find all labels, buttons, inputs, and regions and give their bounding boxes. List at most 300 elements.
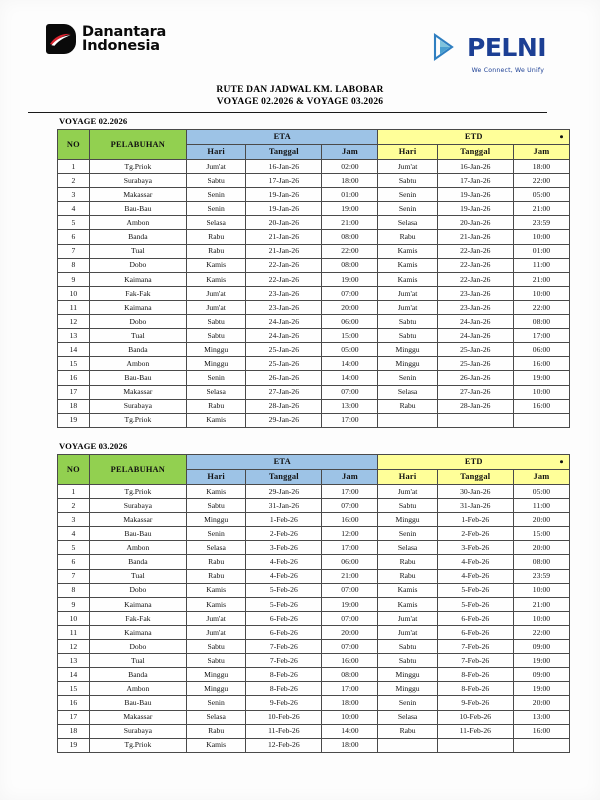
table-row (58, 696, 570, 710)
cell-no: 6 (58, 555, 90, 569)
cell-etd-tanggal (437, 413, 513, 427)
cell-etd-jam: 05:00 (513, 485, 569, 499)
cell-eta-tanggal: 22-Jan-26 (246, 258, 322, 272)
table-row (58, 160, 570, 174)
cell-no: 15 (58, 682, 90, 696)
cell-eta-tanggal: 7-Feb-26 (246, 640, 322, 654)
cell-etd-tanggal: 25-Jan-26 (437, 357, 513, 371)
cell-eta-tanggal: 24-Jan-26 (246, 315, 322, 329)
cell-etd-hari: Selasa (378, 710, 437, 724)
cell-pelabuhan: Dobo (89, 640, 186, 654)
column-header-no: NO (58, 455, 90, 485)
cell-etd-hari: Minggu (378, 357, 437, 371)
cell-pelabuhan: Ambon (89, 682, 186, 696)
cell-eta-hari: Rabu (187, 569, 246, 583)
cell-etd-jam: 22:00 (513, 174, 569, 188)
cell-etd-tanggal: 8-Feb-26 (437, 682, 513, 696)
cell-eta-jam: 17:00 (322, 485, 378, 499)
cell-etd-jam: 13:00 (513, 710, 569, 724)
cell-eta-hari: Senin (187, 202, 246, 216)
cell-etd-jam: 05:00 (513, 188, 569, 202)
column-header-etd (378, 130, 570, 145)
cell-eta-jam: 05:00 (322, 343, 378, 357)
cell-eta-tanggal: 6-Feb-26 (246, 625, 322, 639)
cell-no: 13 (58, 654, 90, 668)
table-row (58, 654, 570, 668)
cell-eta-jam: 13:00 (322, 399, 378, 413)
column-header-etd-hari: Hari (378, 470, 437, 485)
cell-etd-tanggal: 6-Feb-26 (437, 625, 513, 639)
cell-eta-jam: 07:00 (322, 583, 378, 597)
cell-no: 12 (58, 640, 90, 654)
cell-pelabuhan: Fak-Fak (89, 286, 186, 300)
cell-etd-jam: 21:00 (513, 202, 569, 216)
cell-no: 5 (58, 541, 90, 555)
column-header-eta-label: ETA (273, 132, 291, 142)
cell-no: 9 (58, 597, 90, 611)
cell-etd-jam: 11:00 (513, 258, 569, 272)
cell-eta-jam: 14:00 (322, 371, 378, 385)
cell-pelabuhan: Tg.Priok (89, 738, 186, 752)
cell-etd-hari: Sabtu (378, 315, 437, 329)
cell-etd-jam: 19:00 (513, 371, 569, 385)
cell-etd-jam: 20:00 (513, 696, 569, 710)
cell-etd-tanggal: 3-Feb-26 (437, 541, 513, 555)
cell-eta-tanggal: 9-Feb-26 (246, 696, 322, 710)
cell-eta-tanggal: 25-Jan-26 (246, 357, 322, 371)
column-header-pelabuhan: PELABUHAN (89, 130, 186, 160)
page-title-line-2: VOYAGE 02.2026 & VOYAGE 03.2026 (216, 97, 384, 107)
cell-etd-hari: Senin (378, 188, 437, 202)
table-row (58, 738, 570, 752)
cell-etd-jam: 01:00 (513, 244, 569, 258)
cell-etd-tanggal: 19-Jan-26 (437, 188, 513, 202)
table-row (58, 597, 570, 611)
cell-no: 14 (58, 668, 90, 682)
cell-no: 10 (58, 611, 90, 625)
table-header-row-top (58, 455, 570, 470)
column-header-etd-jam: Jam (513, 145, 569, 160)
cell-pelabuhan: Bau-Bau (89, 202, 186, 216)
cell-eta-hari: Sabtu (187, 174, 246, 188)
cell-etd-hari: Selasa (378, 541, 437, 555)
cell-pelabuhan: Surabaya (89, 174, 186, 188)
cell-eta-hari: Selasa (187, 385, 246, 399)
cell-etd-tanggal: 2-Feb-26 (437, 527, 513, 541)
danantara-swoosh-icon (50, 33, 72, 46)
cell-etd-jam: 21:00 (513, 272, 569, 286)
cell-no: 3 (58, 188, 90, 202)
cell-eta-hari: Sabtu (187, 329, 246, 343)
cell-etd-hari: Minggu (378, 682, 437, 696)
cell-no: 7 (58, 569, 90, 583)
table-row (58, 286, 570, 300)
cell-eta-jam: 10:00 (322, 710, 378, 724)
cell-no: 15 (58, 357, 90, 371)
cell-etd-jam: 10:00 (513, 611, 569, 625)
table-row (58, 555, 570, 569)
column-header-no: NO (58, 130, 90, 160)
cell-etd-tanggal: 5-Feb-26 (437, 583, 513, 597)
danantara-line-1: Danantara (82, 23, 167, 40)
column-header-etd (378, 455, 570, 470)
cell-etd-jam: 08:00 (513, 555, 569, 569)
cell-etd-jam: 22:00 (513, 625, 569, 639)
cell-etd-hari: Senin (378, 696, 437, 710)
cell-no: 10 (58, 286, 90, 300)
cell-eta-hari: Kamis (187, 583, 246, 597)
cell-etd-hari: Kamis (378, 244, 437, 258)
cell-no: 19 (58, 738, 90, 752)
cell-eta-tanggal: 26-Jan-26 (246, 371, 322, 385)
voyage-label-2: VOYAGE 03.2026 (59, 441, 128, 451)
cell-eta-hari: Selasa (187, 216, 246, 230)
cell-pelabuhan: Tg.Priok (89, 485, 186, 499)
cell-eta-hari: Senin (187, 371, 246, 385)
cell-eta-hari: Sabtu (187, 499, 246, 513)
cell-eta-jam: 14:00 (322, 357, 378, 371)
table-row (58, 682, 570, 696)
cell-eta-jam: 22:00 (322, 244, 378, 258)
table-row (58, 357, 570, 371)
column-header-eta-hari: Hari (187, 145, 246, 160)
cell-pelabuhan: Tual (89, 329, 186, 343)
cell-etd-tanggal: 25-Jan-26 (437, 343, 513, 357)
cell-eta-tanggal: 27-Jan-26 (246, 385, 322, 399)
table-row (58, 485, 570, 499)
cell-pelabuhan: Kaimana (89, 625, 186, 639)
table-row (58, 527, 570, 541)
cell-etd-jam: 19:00 (513, 654, 569, 668)
cell-etd-jam: 16:00 (513, 399, 569, 413)
table-row (58, 668, 570, 682)
cell-eta-tanggal: 5-Feb-26 (246, 583, 322, 597)
cell-etd-tanggal: 7-Feb-26 (437, 640, 513, 654)
table-row (58, 625, 570, 639)
cell-etd-jam: 16:00 (513, 357, 569, 371)
cell-eta-tanggal: 5-Feb-26 (246, 597, 322, 611)
cell-etd-tanggal: 23-Jan-26 (437, 300, 513, 314)
cell-eta-hari: Rabu (187, 244, 246, 258)
cell-etd-jam: 11:00 (513, 499, 569, 513)
cell-eta-tanggal: 12-Feb-26 (246, 738, 322, 752)
cell-no: 2 (58, 174, 90, 188)
schedule-table-voyage-1 (57, 129, 570, 428)
cell-eta-hari: Jum'at (187, 160, 246, 174)
cell-etd-tanggal: 11-Feb-26 (437, 724, 513, 738)
table-row (58, 174, 570, 188)
cell-etd-tanggal: 20-Jan-26 (437, 216, 513, 230)
cell-eta-tanggal: 19-Jan-26 (246, 202, 322, 216)
cell-pelabuhan: Banda (89, 230, 186, 244)
cell-eta-jam: 07:00 (322, 286, 378, 300)
cell-etd-hari: Sabtu (378, 499, 437, 513)
table-row (58, 216, 570, 230)
cell-etd-tanggal: 27-Jan-26 (437, 385, 513, 399)
table-row (58, 513, 570, 527)
cell-etd-tanggal: 24-Jan-26 (437, 315, 513, 329)
column-header-eta-hari: Hari (187, 470, 246, 485)
cell-eta-hari: Rabu (187, 555, 246, 569)
cell-eta-hari: Minggu (187, 668, 246, 682)
cell-eta-hari: Sabtu (187, 640, 246, 654)
cell-eta-jam: 20:00 (322, 300, 378, 314)
cell-eta-tanggal: 21-Jan-26 (246, 230, 322, 244)
cell-etd-jam: 10:00 (513, 583, 569, 597)
cell-no: 18 (58, 399, 90, 413)
table-row (58, 244, 570, 258)
cell-pelabuhan: Dobo (89, 315, 186, 329)
table-row (58, 272, 570, 286)
cell-etd-tanggal: 28-Jan-26 (437, 399, 513, 413)
cell-pelabuhan: Ambon (89, 357, 186, 371)
cell-eta-jam: 18:00 (322, 174, 378, 188)
cell-eta-jam: 01:00 (322, 188, 378, 202)
cell-eta-tanggal: 19-Jan-26 (246, 188, 322, 202)
cell-pelabuhan: Banda (89, 668, 186, 682)
cell-eta-tanggal: 31-Jan-26 (246, 499, 322, 513)
cell-etd-hari: Rabu (378, 555, 437, 569)
cell-eta-jam: 19:00 (322, 597, 378, 611)
cell-eta-jam: 07:00 (322, 640, 378, 654)
cell-eta-tanggal: 7-Feb-26 (246, 654, 322, 668)
cell-eta-hari: Minggu (187, 682, 246, 696)
cell-pelabuhan: Kaimana (89, 300, 186, 314)
cell-eta-hari: Jum'at (187, 625, 246, 639)
cell-eta-jam: 17:00 (322, 541, 378, 555)
cell-pelabuhan: Dobo (89, 258, 186, 272)
cell-eta-tanggal: 1-Feb-26 (246, 513, 322, 527)
cell-eta-jam: 18:00 (322, 696, 378, 710)
cell-pelabuhan: Bau-Bau (89, 696, 186, 710)
table-row (58, 724, 570, 738)
voyage-section-2 (57, 441, 570, 753)
cell-etd-hari: Jum'at (378, 611, 437, 625)
cell-etd-hari: Selasa (378, 216, 437, 230)
cell-eta-hari: Kamis (187, 272, 246, 286)
cell-no: 2 (58, 499, 90, 513)
cell-etd-hari: Rabu (378, 569, 437, 583)
cell-no: 11 (58, 300, 90, 314)
cell-etd-tanggal: 24-Jan-26 (437, 329, 513, 343)
cell-etd-tanggal: 22-Jan-26 (437, 258, 513, 272)
cell-etd-tanggal: 7-Feb-26 (437, 654, 513, 668)
cell-etd-jam: 06:00 (513, 343, 569, 357)
pelni-chevron-icon (432, 32, 462, 62)
cell-eta-hari: Selasa (187, 710, 246, 724)
cell-no: 18 (58, 724, 90, 738)
cell-etd-jam: 23:59 (513, 216, 569, 230)
cell-eta-tanggal: 17-Jan-26 (246, 174, 322, 188)
cell-eta-jam: 12:00 (322, 527, 378, 541)
cell-pelabuhan: Dobo (89, 583, 186, 597)
cell-etd-jam (513, 413, 569, 427)
cell-eta-tanggal: 6-Feb-26 (246, 611, 322, 625)
cell-etd-jam: 18:00 (513, 160, 569, 174)
cell-no: 7 (58, 244, 90, 258)
cell-etd-hari: Kamis (378, 583, 437, 597)
cell-eta-hari: Kamis (187, 738, 246, 752)
table-row (58, 569, 570, 583)
cell-eta-tanggal: 22-Jan-26 (246, 272, 322, 286)
table-row (58, 499, 570, 513)
title-divider (28, 112, 547, 113)
column-header-etd-hari: Hari (378, 145, 437, 160)
cell-eta-jam: 08:00 (322, 230, 378, 244)
cell-etd-hari (378, 413, 437, 427)
cell-eta-hari: Kamis (187, 258, 246, 272)
cell-no: 1 (58, 160, 90, 174)
cell-eta-jam: 07:00 (322, 385, 378, 399)
cell-pelabuhan: Tg.Priok (89, 413, 186, 427)
cell-eta-jam: 07:00 (322, 611, 378, 625)
cell-eta-jam: 06:00 (322, 555, 378, 569)
cell-eta-jam: 15:00 (322, 329, 378, 343)
schedule-table-body-2 (58, 485, 570, 753)
cell-etd-hari (378, 738, 437, 752)
cell-eta-jam: 16:00 (322, 654, 378, 668)
cell-eta-jam: 02:00 (322, 160, 378, 174)
column-header-etd-jam: Jam (513, 470, 569, 485)
cell-eta-tanggal: 23-Jan-26 (246, 286, 322, 300)
table-row (58, 710, 570, 724)
cell-no: 4 (58, 202, 90, 216)
cell-no: 17 (58, 710, 90, 724)
cell-etd-hari: Sabtu (378, 654, 437, 668)
table-row (58, 315, 570, 329)
cell-eta-tanggal: 3-Feb-26 (246, 541, 322, 555)
cell-eta-hari: Kamis (187, 597, 246, 611)
cell-etd-tanggal: 6-Feb-26 (437, 611, 513, 625)
page-title (0, 84, 600, 108)
cell-eta-hari: Jum'at (187, 286, 246, 300)
cell-etd-tanggal: 4-Feb-26 (437, 569, 513, 583)
cell-etd-tanggal (437, 738, 513, 752)
danantara-mark-icon (46, 24, 76, 54)
cell-pelabuhan: Makassar (89, 513, 186, 527)
etd-marker-dot-icon (560, 135, 563, 138)
cell-etd-jam: 21:00 (513, 597, 569, 611)
cell-etd-jam: 20:00 (513, 541, 569, 555)
cell-no: 9 (58, 272, 90, 286)
cell-eta-tanggal: 23-Jan-26 (246, 300, 322, 314)
column-header-etd-label: ETD (464, 457, 483, 467)
cell-etd-hari: Minggu (378, 513, 437, 527)
cell-etd-jam: 17:00 (513, 329, 569, 343)
column-header-etd-label: ETD (464, 132, 483, 142)
cell-eta-jam: 17:00 (322, 682, 378, 696)
cell-eta-jam: 19:00 (322, 202, 378, 216)
cell-etd-jam: 08:00 (513, 315, 569, 329)
cell-eta-tanggal: 2-Feb-26 (246, 527, 322, 541)
cell-eta-jam: 16:00 (322, 513, 378, 527)
cell-pelabuhan: Bau-Bau (89, 371, 186, 385)
cell-eta-tanggal: 16-Jan-26 (246, 160, 322, 174)
column-header-pelabuhan: PELABUHAN (89, 455, 186, 485)
cell-eta-tanggal: 4-Feb-26 (246, 555, 322, 569)
danantara-wordmark (82, 25, 166, 54)
column-header-eta-tanggal: Tanggal (246, 145, 322, 160)
table-row (58, 399, 570, 413)
cell-etd-tanggal: 23-Jan-26 (437, 286, 513, 300)
cell-eta-tanggal: 10-Feb-26 (246, 710, 322, 724)
cell-etd-jam: 09:00 (513, 668, 569, 682)
cell-pelabuhan: Makassar (89, 710, 186, 724)
table-row (58, 343, 570, 357)
cell-eta-hari: Jum'at (187, 611, 246, 625)
cell-etd-jam: 23:59 (513, 569, 569, 583)
cell-pelabuhan: Banda (89, 343, 186, 357)
cell-eta-tanggal: 25-Jan-26 (246, 343, 322, 357)
cell-eta-hari: Sabtu (187, 654, 246, 668)
column-header-eta-tanggal: Tanggal (246, 470, 322, 485)
table-row (58, 413, 570, 427)
cell-no: 13 (58, 329, 90, 343)
cell-etd-tanggal: 22-Jan-26 (437, 272, 513, 286)
cell-pelabuhan: Banda (89, 555, 186, 569)
cell-etd-hari: Kamis (378, 597, 437, 611)
cell-etd-tanggal: 8-Feb-26 (437, 668, 513, 682)
cell-eta-tanggal: 8-Feb-26 (246, 682, 322, 696)
cell-etd-hari: Senin (378, 371, 437, 385)
cell-etd-hari: Sabtu (378, 174, 437, 188)
cell-etd-jam: 16:00 (513, 724, 569, 738)
cell-eta-hari: Rabu (187, 399, 246, 413)
table-row (58, 188, 570, 202)
cell-eta-jam: 08:00 (322, 668, 378, 682)
cell-no: 16 (58, 696, 90, 710)
cell-etd-jam: 20:00 (513, 513, 569, 527)
cell-no: 4 (58, 527, 90, 541)
column-header-eta (187, 130, 378, 145)
table-row (58, 583, 570, 597)
cell-etd-tanggal: 10-Feb-26 (437, 710, 513, 724)
cell-no: 11 (58, 625, 90, 639)
cell-etd-tanggal: 26-Jan-26 (437, 371, 513, 385)
cell-eta-tanggal: 24-Jan-26 (246, 329, 322, 343)
cell-etd-tanggal: 16-Jan-26 (437, 160, 513, 174)
cell-etd-hari: Kamis (378, 258, 437, 272)
column-header-eta-jam: Jam (322, 470, 378, 485)
cell-no: 6 (58, 230, 90, 244)
column-header-etd-tanggal: Tanggal (437, 145, 513, 160)
cell-pelabuhan: Makassar (89, 385, 186, 399)
cell-eta-hari: Jum'at (187, 300, 246, 314)
cell-eta-hari: Senin (187, 188, 246, 202)
cell-pelabuhan: Surabaya (89, 499, 186, 513)
cell-eta-jam: 19:00 (322, 272, 378, 286)
danantara-indonesia-logo (46, 24, 166, 54)
cell-no: 1 (58, 485, 90, 499)
cell-etd-hari: Jum'at (378, 300, 437, 314)
table-row (58, 230, 570, 244)
column-header-eta-jam: Jam (322, 145, 378, 160)
cell-eta-tanggal: 11-Feb-26 (246, 724, 322, 738)
cell-etd-hari: Senin (378, 202, 437, 216)
cell-etd-jam: 10:00 (513, 286, 569, 300)
cell-eta-jam: 21:00 (322, 216, 378, 230)
cell-pelabuhan: Fak-Fak (89, 611, 186, 625)
cell-no: 16 (58, 371, 90, 385)
cell-etd-hari: Sabtu (378, 640, 437, 654)
cell-no: 17 (58, 385, 90, 399)
cell-etd-tanggal: 4-Feb-26 (437, 555, 513, 569)
cell-etd-hari: Rabu (378, 399, 437, 413)
cell-etd-hari: Selasa (378, 385, 437, 399)
column-header-eta-label: ETA (273, 457, 291, 467)
danantara-line-2: Indonesia (82, 38, 160, 54)
cell-etd-tanggal: 5-Feb-26 (437, 597, 513, 611)
